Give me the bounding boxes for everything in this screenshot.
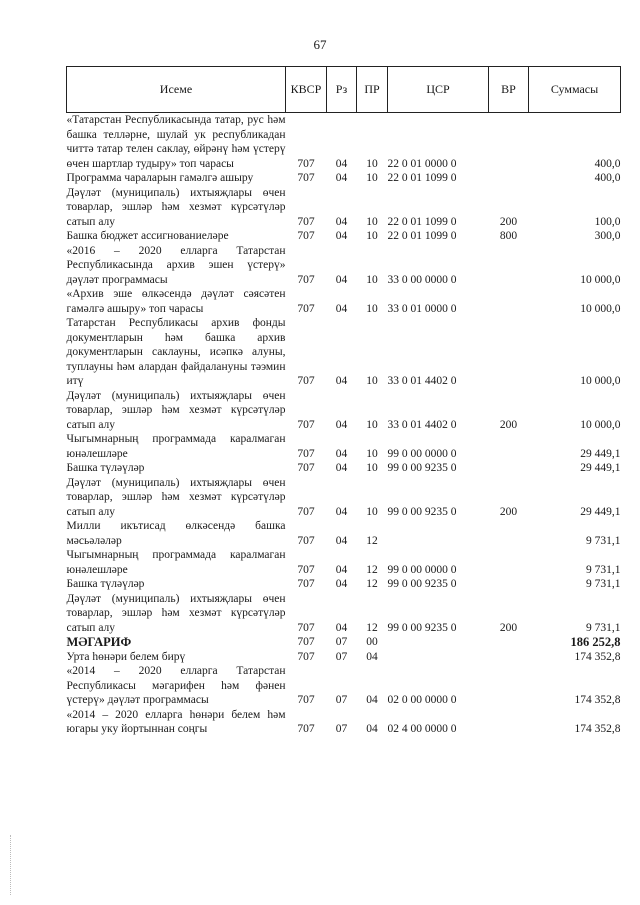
cell-kvsr: 707 [297, 157, 315, 170]
cell-csr: 99 0 00 9235 0 [387, 621, 457, 634]
cell-rz: 04 [335, 302, 348, 315]
cell-csr: 33 0 00 0000 0 [387, 273, 457, 286]
cell-pr: 10 [366, 215, 378, 228]
cell-sum: 186 252,8 [570, 635, 621, 649]
cell-kvsr: 707 [297, 621, 315, 634]
cell-vr [489, 708, 529, 737]
cell-vr [489, 548, 529, 577]
cell-sum: 300,0 [594, 230, 621, 242]
cell-pr: 10 [366, 172, 378, 184]
table-row [67, 432, 621, 461]
cell-csr: 99 0 00 9235 0 [387, 505, 457, 518]
cell-rz: 04 [335, 621, 348, 634]
table-row [67, 287, 621, 316]
cell-sum: 9 731,1 [586, 563, 621, 576]
cell-sum: 10 000,0 [580, 302, 621, 315]
table-row [67, 708, 621, 737]
cell-name: «Архив эше өлкәсендә дәүләт сәясәтен гамәлгә ашыру» топ чарасы [66, 288, 286, 315]
cell-pr: 04 [366, 723, 378, 735]
table-row [67, 592, 621, 636]
cell-sum: 400,0 [594, 157, 621, 170]
cell-vr [489, 519, 529, 548]
cell-vr: 200 [499, 621, 518, 634]
cell-csr: 33 0 01 0000 0 [387, 302, 457, 315]
cell-csr: 02 0 00 0000 0 [387, 694, 457, 706]
cell-rz: 07 [335, 723, 348, 735]
table-row [67, 316, 621, 389]
cell-vr [489, 461, 529, 476]
cell-sum: 29 449,1 [580, 462, 621, 474]
cell-kvsr: 707 [297, 534, 315, 547]
cell-pr: 10 [366, 230, 378, 242]
budget-table [66, 66, 621, 737]
cell-csr: 99 0 00 0000 0 [387, 563, 457, 576]
cell-pr: 12 [366, 578, 378, 590]
cell-name: Башка түләүләр [66, 578, 145, 590]
cell-kvsr: 707 [297, 650, 315, 663]
cell-csr: 99 0 00 0000 0 [387, 447, 457, 460]
cell-csr: 99 0 00 9235 0 [387, 578, 457, 590]
table-row [67, 635, 621, 650]
cell-sum: 174 352,8 [574, 694, 621, 706]
cell-kvsr: 707 [297, 375, 315, 387]
margin-dots [10, 835, 13, 895]
table-row [67, 171, 621, 186]
cell-csr: 22 0 01 0000 0 [387, 157, 457, 170]
cell-kvsr: 707 [297, 723, 315, 735]
cell-kvsr: 707 [297, 302, 315, 315]
cell-rz: 04 [335, 375, 348, 387]
cell-kvsr: 707 [297, 215, 315, 228]
cell-pr: 00 [366, 636, 378, 648]
cell-vr [489, 244, 529, 288]
table-row [67, 229, 621, 244]
header-name: Исеме [67, 67, 286, 113]
page-number: 67 [313, 37, 327, 52]
cell-rz: 04 [335, 230, 348, 242]
cell-rz: 07 [335, 650, 348, 663]
table-row [67, 389, 621, 433]
header-kvsr: КВСР [286, 67, 327, 113]
cell-kvsr: 707 [297, 563, 315, 576]
cell-pr: 10 [366, 302, 378, 315]
cell-name: Программа чараларын гамәлгә ашыру [66, 172, 254, 184]
table-row [67, 476, 621, 520]
header-vr: ВР [489, 67, 529, 113]
cell-csr [388, 650, 489, 665]
table-row [67, 548, 621, 577]
cell-vr: 200 [499, 418, 518, 431]
table-row [67, 519, 621, 548]
table-row [67, 577, 621, 592]
cell-kvsr: 707 [297, 505, 315, 518]
cell-kvsr: 707 [297, 172, 315, 184]
cell-sum: 29 449,1 [580, 447, 621, 460]
table-row [67, 186, 621, 230]
cell-name: Дәүләт (муниципаль) ихтыяҗлары өчен товарлар, эшләр һәм хезмәт күрсәтүләр сатып алу [66, 476, 286, 518]
cell-kvsr: 707 [297, 462, 315, 474]
cell-name: Татарстан Республикасы архив фонды документларын һәм башка архив документларын саклауны, исәпкә алуны, туплауны һәм алардан файдалануны тәэмин итү [66, 317, 286, 387]
cell-name: Урта һөнәри белем бирү [66, 650, 186, 663]
cell-csr: 22 0 01 1099 0 [387, 230, 457, 242]
cell-rz: 04 [335, 462, 348, 474]
cell-csr: 33 0 01 4402 0 [387, 418, 457, 431]
header-sum: Суммасы [529, 67, 621, 113]
header-pr: ПР [357, 67, 388, 113]
cell-name: МӘГАРИФ [66, 635, 132, 649]
cell-kvsr: 707 [297, 273, 315, 286]
cell-rz: 04 [335, 273, 348, 286]
cell-csr [388, 519, 489, 548]
cell-vr [489, 635, 529, 650]
cell-name: Дәүләт (муниципаль) ихтыяҗлары өчен товарлар, эшләр һәм хезмәт күрсәтүләр сатып алу [66, 592, 286, 634]
cell-vr: 800 [499, 230, 518, 242]
cell-rz: 04 [335, 578, 348, 590]
cell-sum: 10 000,0 [580, 375, 621, 387]
cell-kvsr: 707 [297, 578, 315, 590]
header-rz: Рз [327, 67, 357, 113]
cell-pr: 04 [366, 650, 378, 663]
cell-pr: 12 [366, 563, 378, 576]
cell-vr: 200 [499, 505, 518, 518]
cell-sum: 174 352,8 [574, 650, 621, 663]
cell-kvsr: 707 [297, 230, 315, 242]
cell-rz: 04 [335, 215, 348, 228]
cell-name: «2014 – 2020 елларга Татарстан Республикасы мәгарифен һәм фәнен үстерү» дәүләт программасы [66, 665, 286, 706]
cell-sum: 9 731,1 [586, 621, 621, 634]
cell-rz: 04 [335, 563, 348, 576]
cell-rz: 04 [335, 157, 348, 170]
cell-rz: 04 [335, 505, 348, 518]
cell-kvsr: 707 [297, 694, 315, 706]
cell-rz: 04 [335, 447, 348, 460]
cell-kvsr: 707 [297, 447, 315, 460]
cell-csr: 33 0 01 4402 0 [387, 375, 457, 387]
cell-sum: 29 449,1 [580, 505, 621, 518]
cell-sum: 10 000,0 [580, 273, 621, 286]
cell-csr: 99 0 00 9235 0 [387, 462, 457, 474]
cell-rz: 04 [335, 418, 348, 431]
cell-name: Дәүләт (муниципаль) ихтыяҗлары өчен товарлар, эшләр һәм хезмәт күрсәтүләр сатып алу [66, 186, 286, 228]
table-row [67, 461, 621, 476]
cell-pr: 04 [366, 694, 378, 706]
cell-sum: 174 352,8 [574, 723, 621, 735]
cell-name: «2016 – 2020 елларга Татарстан Республикасында архив эшен үстерү» дәүләт программасы [66, 244, 286, 286]
cell-pr: 10 [366, 462, 378, 474]
cell-name: Башка бюджет ассигнованиеләре [66, 230, 229, 242]
cell-name: Милли икътисад өлкәсендә башка мәсьәләләр [66, 520, 286, 547]
cell-csr: 22 0 01 1099 0 [387, 215, 457, 228]
cell-vr [489, 171, 529, 186]
cell-vr: 200 [499, 215, 518, 228]
cell-pr: 10 [366, 447, 378, 460]
cell-sum: 400,0 [594, 172, 621, 184]
cell-name: Дәүләт (муниципаль) ихтыяҗлары өчен товарлар, эшләр һәм хезмәт күрсәтүләр сатып алу [66, 389, 286, 431]
cell-name: «Татарстан Республикасында татар, рус һәм башка телләрне, шулай ук республикадан читтә татар телен саклау, өйрәнү һәм үстерү өчен шартлар тудыру» топ чарасы [66, 114, 286, 170]
cell-name: «2014 – 2020 елларга һөнәри белем һәм югары уку йортыннан соңгы [66, 708, 286, 735]
cell-csr: 22 0 01 1099 0 [387, 172, 457, 184]
cell-kvsr: 707 [297, 636, 315, 648]
cell-vr [489, 287, 529, 316]
cell-vr [489, 113, 529, 172]
table-header-row [67, 67, 621, 113]
cell-sum: 9 731,1 [586, 578, 621, 590]
cell-name: Башка түләүләр [66, 462, 145, 474]
cell-sum: 100,0 [594, 215, 621, 228]
header-csr: ЦСР [388, 67, 489, 113]
cell-vr [489, 577, 529, 592]
cell-vr [489, 664, 529, 708]
cell-rz: 04 [335, 172, 348, 184]
cell-vr [489, 316, 529, 389]
table-row [67, 650, 621, 665]
cell-vr [489, 432, 529, 461]
cell-kvsr: 707 [297, 418, 315, 431]
table-row [67, 664, 621, 708]
cell-sum: 9 731,1 [586, 534, 621, 547]
table-row [67, 113, 621, 172]
cell-rz: 07 [335, 694, 348, 706]
cell-name: Чыгымнарның программада каралмаган юнәлешләре [66, 433, 286, 460]
cell-pr: 12 [366, 621, 378, 634]
table-row [67, 244, 621, 288]
cell-pr: 12 [366, 534, 378, 547]
cell-rz: 04 [335, 534, 348, 547]
cell-pr: 10 [366, 273, 378, 286]
cell-pr: 10 [366, 418, 378, 431]
cell-pr: 10 [366, 505, 378, 518]
cell-sum: 10 000,0 [580, 418, 621, 431]
cell-csr: 02 4 00 0000 0 [387, 723, 457, 735]
cell-name: Чыгымнарның программада каралмаган юнәлешләре [66, 549, 286, 576]
cell-vr [489, 650, 529, 665]
cell-rz: 07 [335, 636, 348, 648]
cell-pr: 10 [366, 375, 378, 387]
cell-csr [388, 635, 489, 650]
cell-pr: 10 [366, 157, 378, 170]
